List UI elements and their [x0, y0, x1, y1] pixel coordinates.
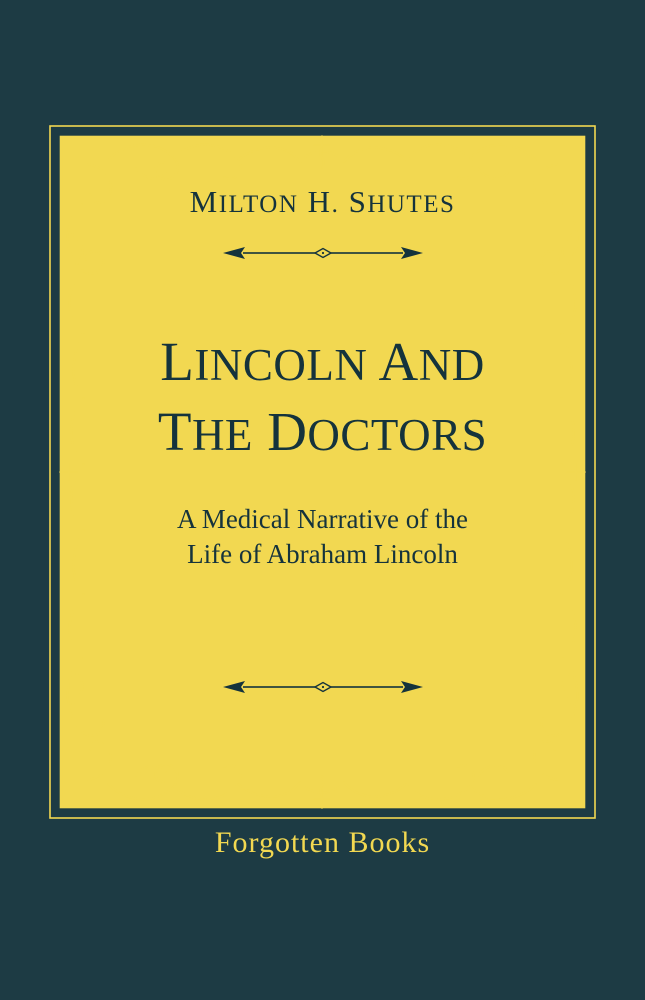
subtitle-line-2: Life of Abraham Lincoln — [187, 539, 458, 570]
subtitle-line-1: A Medical Narrative of the — [177, 503, 468, 534]
cover-content — [60, 136, 585, 808]
author-name: MILTON H. SHUTES — [189, 184, 456, 219]
publisher-label: Forgotten Books — [214, 826, 431, 859]
ornamental-divider-bottom-icon — [223, 678, 423, 696]
title-line-2: THE DOCTORS — [157, 401, 488, 463]
ornamental-divider-top-icon — [223, 244, 423, 262]
book-subtitle — [112, 502, 533, 573]
publisher-name — [0, 826, 645, 860]
book-title — [112, 327, 533, 468]
title-line-1: LINCOLN AND — [160, 331, 485, 392]
